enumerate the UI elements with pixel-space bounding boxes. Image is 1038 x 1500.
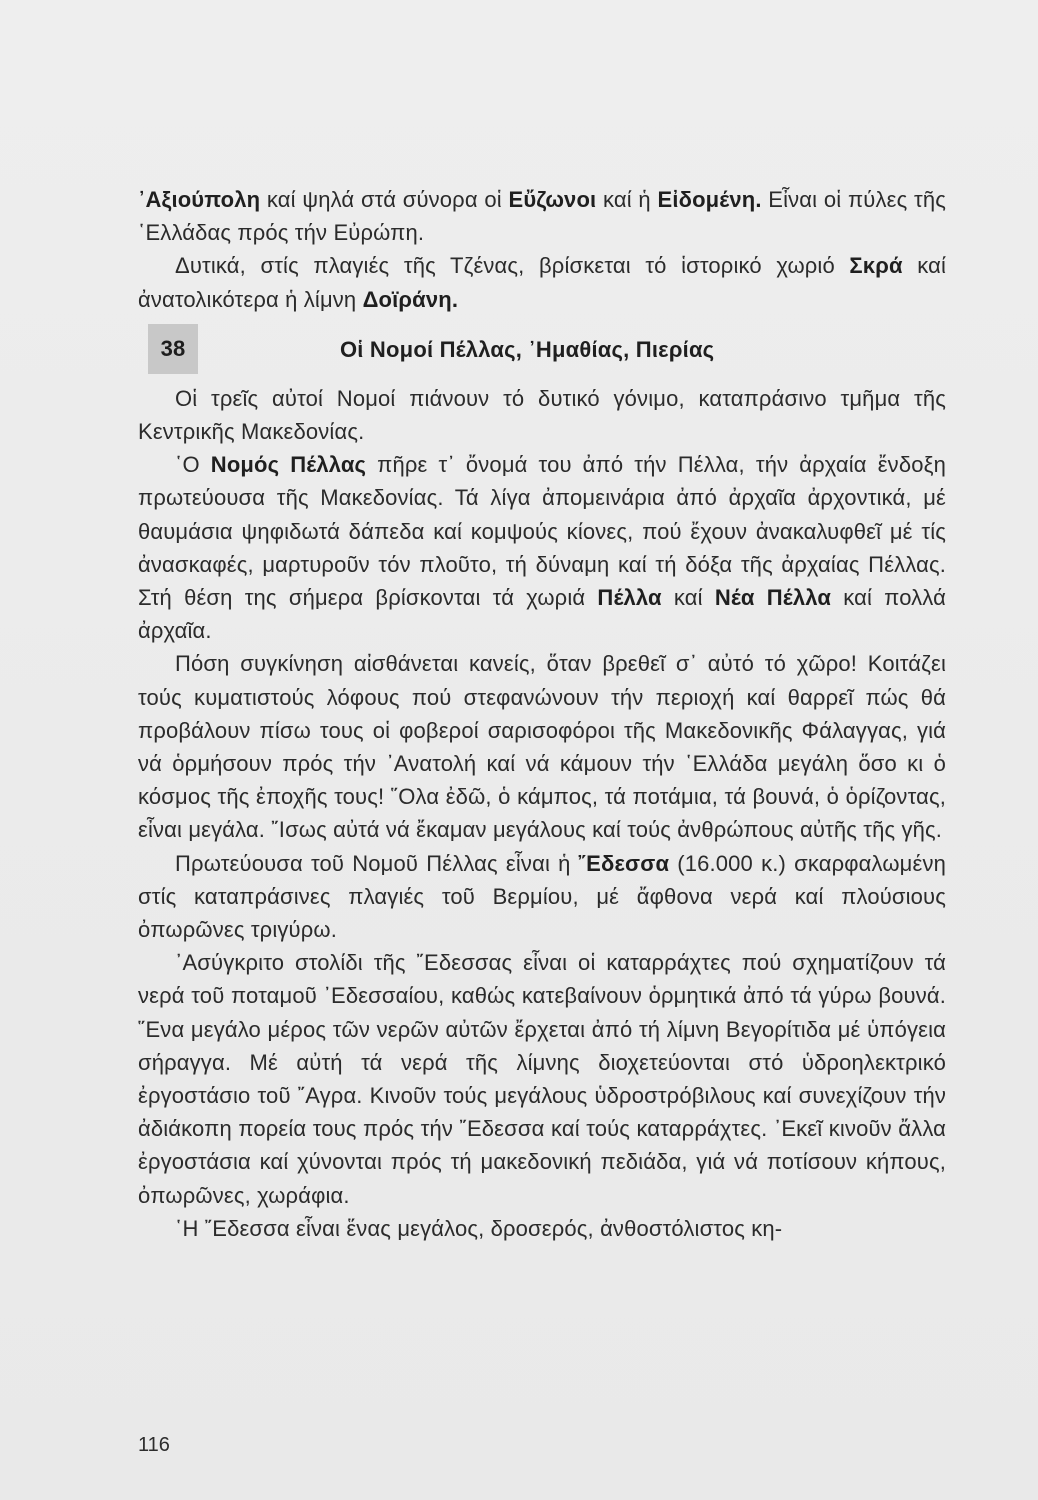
body-paragraph-4: Πρωτεύουσα τοῦ Νομοῦ Πέλλας εἶναι ἡ ῎Εδεσσα (16.000 κ.) σκαρφαλωμένη στίς καταπράσινες πλαγιές τοῦ Βερμίου, μέ ἄφθονα νερά καί πλούσιους ὀπωρῶνες τριγύρω. [138, 850, 946, 943]
body-paragraph-6: ῾Η ῎Εδεσσα εἶναι ἕνας μεγάλος, δροσερός, ἀνθοστόλιστος κη- [175, 1215, 783, 1241]
bold-term: ῎Εδεσσα [578, 850, 670, 876]
body-paragraph-3: Πόση συγκίνηση αἰσθάνεται κανείς, ὅταν βρεθεῖ σ᾿ αὐτό τό χῶρο! Κοιτάζει τούς κυματιστούς λόφους πού στεφανώνουν τήν περιοχή καί θαρρεῖ πώς θά προβάλουν πίσω τους οἱ φοβεροί σαρισοφόροι τῆς Μακεδονικῆς Φάλαγγας, γιά νά ὁρμήσουν πρός τήν ᾿Ανατολή καί νά κάμουν τήν ῾Ελλάδα μεγάλη ὅσο κι ὁ κόσμος τῆς ἐποχῆς τους! ῞Ολα ἐδῶ, ὁ κάμπος, τά ποτάμια, τά βουνά, ὁ ὁρίζοντας, εἶναι μεγάλα. ῎Ισως αὐτά νά ἔκαμαν μεγάλους καί τούς ἀνθρώπους αὐτῆς τῆς γῆς. [138, 651, 946, 843]
bold-term: ᾿Αξιούπολη [138, 187, 261, 212]
page-text [138, 183, 946, 1245]
section-title: Οἱ Νομοί Πέλλας, ᾿Ημαθίας, Πιερίας [340, 336, 715, 362]
page-number: 116 [138, 1434, 170, 1456]
bold-term: Σκρά [849, 253, 903, 279]
bold-term: Εἰδομένη. [657, 187, 762, 212]
bold-term: Δοϊράνη. [362, 286, 459, 312]
intro-paragraph-2: Δυτικά, στίς πλαγιές τῆς Τζένας, βρίσκεται τό ἱστορικό χωριό Σκρά καί ἀνατολικότερα ἡ λίμνη Δοϊράνη. [138, 253, 946, 312]
body-paragraph-1: Οἱ τρεῖς αὐτοί Νομοί πιάνουν τό δυτικό γόνιμο, καταπράσινο τμῆμα τῆς Κεντρικῆς Μακεδονίας. [138, 385, 946, 445]
bold-term: Πέλλα [597, 585, 662, 611]
section-heading [138, 324, 946, 376]
intro-paragraph-1: ᾿Αξιούπολη καί ψηλά στά σύνορα οἱ Εὔζωνοι καί ἡ Εἰδομένη. Εἶναι οἱ πύλες τῆς ῾Ελλάδας πρός τήν Εὐρώπη. [138, 187, 946, 246]
body-paragraph-2: ῾Ο Νομός Πέλλας πῆρε τ᾿ ὄνομά του ἀπό τήν Πέλλα, τήν ἀρχαία ἔνδοξη πρωτεύουσα τῆς Μακεδονίας. Τά λίγα ἀπομεινάρια ἀπό ἀρχαῖα ἀρχοντικά, μέ θαυμάσια ψηφιδωτά δάπεδα καί κομψούς κίονες, πού ἔχουν ἀνακαλυφθεῖ μέ τίς ἀνασκαφές, μαρτυροῦν τόν πλοῦτο, τή δύναμη καί τή δόξα τῆς ἀρχαίας Πέλλας. Στή θέση της σήμερα βρίσκονται τά χωριά Πέλλα καί Νέα Πέλλα καί πολλά ἀρχαῖα. [138, 452, 946, 644]
section-number: 38 [148, 324, 198, 374]
bold-term: Νομός Πέλλας [210, 452, 367, 478]
body-paragraph-5: ᾿Ασύγκριτο στολίδι τῆς ῎Εδεσσας εἶναι οἱ καταρράχτες πού σχηματίζουν τά νερά τοῦ ποταμοῦ ᾿Εδεσσαίου, καθώς κατεβαίνουν ὁρμητικά ἀπό τά γύρω βουνά. ῞Ενα μεγάλο μέρος τῶν νερῶν αὐτῶν ἔρχεται ἀπό τή λίμνη Βεγορίτιδα μέ ὑπόγεια σήραγγα. Μέ αὐτή τά νερά τῆς λίμνης διοχετεύονται στό ὑδροηλεκτρικό ἐργοστάσιο τοῦ ῎Αγρα. Κινοῦν τούς μεγάλους ὑδροστρόβιλους καί συνεχίζουν τήν ἀδιάκοπη πορεία τους πρός τήν ῎Εδεσσα καί τούς καταρράχτες. ᾿Εκεῖ κινοῦν ἄλλα ἐργοστάσια καί χύνονται πρός τή μακεδονική πεδιάδα, γιά νά ποτίσουν κήπους, ὀπωρῶνες, χωράφια. [138, 950, 946, 1208]
bold-term: Εὔζωνοι [508, 187, 597, 212]
bold-term: Νέα Πέλλα [714, 585, 832, 611]
